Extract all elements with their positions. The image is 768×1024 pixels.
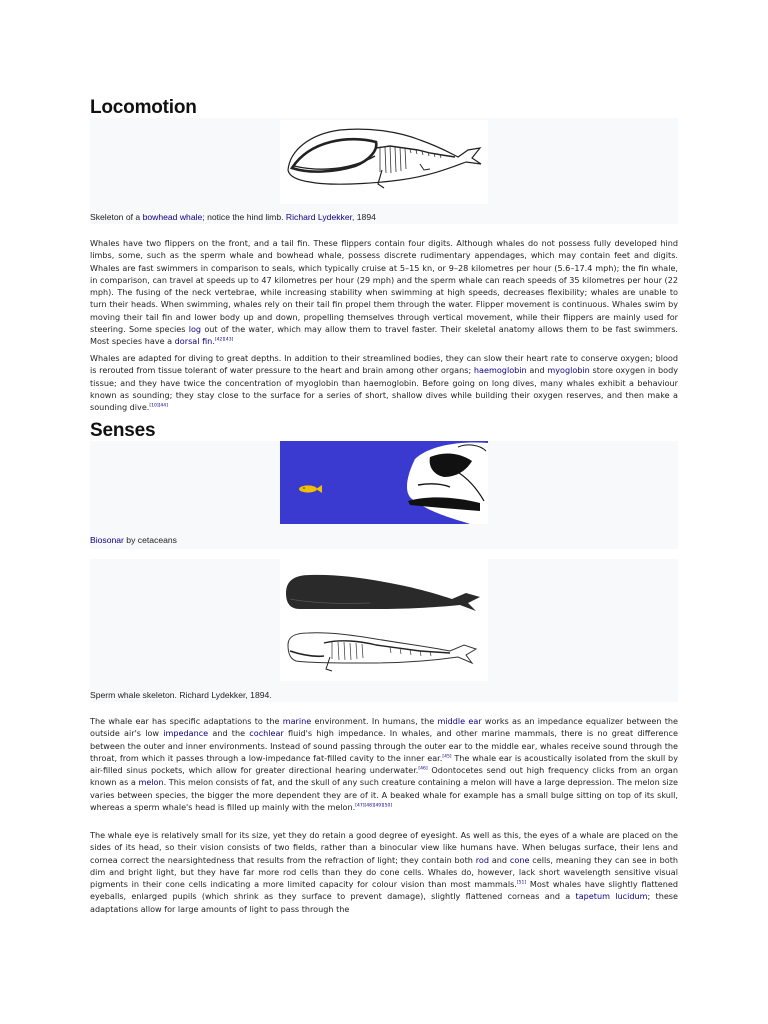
link-rod[interactable]: rod — [475, 854, 490, 865]
paragraph-text: . — [212, 336, 215, 347]
link-impedance[interactable]: impedance — [163, 728, 209, 739]
caption-text: by cetaceans — [123, 535, 177, 545]
link-tapetum-lucidum[interactable]: tapetum lucidum — [575, 891, 648, 902]
paragraph-text: Odontocetes send out high frequency clicks from an organ known as a — [90, 765, 678, 788]
paragraph-text: out of the water, which may allow them to travel faster. Their skeletal anatomy allows them to be fast swimmers. Most species have a — [90, 324, 678, 347]
paragraph-text: and the — [208, 728, 250, 739]
paragraph-text: ; these adaptations allow for large amounts of light to pass through the — [90, 891, 679, 914]
link-melon[interactable]: melon — [138, 777, 164, 788]
paragraph-locomotion-2 — [90, 352, 678, 413]
citation[interactable]: [46] — [418, 766, 428, 772]
paragraph-text: The whale ear is acoustically isolated from the skull by air-filled sinus pockets, which allow for greater directional hearing underwater. — [90, 752, 678, 776]
link-cochlear[interactable]: cochlear — [249, 728, 284, 739]
paragraph-senses-1 — [90, 715, 678, 813]
link-bowhead-whale[interactable]: bowhead whale — [142, 212, 203, 222]
figure-biosonar — [90, 441, 678, 549]
section-heading-locomotion: Locomotion — [90, 97, 197, 118]
paragraph-text: environment. In humans, the — [311, 716, 438, 726]
citation[interactable]: [45] — [442, 754, 452, 760]
figure-caption-sperm-whale: Sperm whale skeleton. Richard Lydekker, 1894. — [90, 690, 272, 700]
figure-caption-biosonar — [90, 535, 177, 545]
link-myoglobin[interactable]: myoglobin — [547, 365, 590, 376]
paragraph-text: Most whales have slightly flattened eyeballs, enlarged pupils (which shrink as they surface to prevent damage), slightly flattened corneas and a — [90, 879, 678, 902]
figure-bowhead-skeleton — [90, 118, 678, 224]
link-richard-lydekker[interactable]: Richard Lydekker — [285, 212, 352, 222]
biosonar-image[interactable] — [280, 441, 488, 524]
paragraph-text: store oxygen in body tissue; and they have twice the concentration of myoglobin than haemoglobin. Before going on long dives, many whales exhibit a behaviour known as sounding; they stay close to the surface for a series of short, shallow dives while building their oxygen reserves, and then make a sounding dive. — [90, 365, 679, 413]
sperm-whale-skeleton-image[interactable] — [280, 559, 488, 681]
caption-text: Skeleton of a — [90, 212, 143, 222]
paragraph-text: . This melon consists of fat, and the skull of any such creature containing a melon will have a large depression. The melon size varies between species, the bigger the more dependent they are of it. A beaked whale for example has a small bulge sitting on top of its skull, whereas a sperm whale's head is filled up mainly with the melon. — [90, 777, 678, 813]
link-dorsal-fin[interactable]: dorsal fin — [174, 336, 213, 347]
citation[interactable]: [47][48][49][50] — [355, 803, 393, 809]
caption-text: ; notice the hind limb. — [202, 212, 286, 222]
paragraph-text: and — [526, 365, 548, 376]
paragraph-text: works as an impedance equalizer between the outside air's low — [90, 716, 679, 739]
paragraph-text: and — [489, 854, 510, 865]
citation[interactable]: [51] — [516, 880, 527, 886]
bowhead-skeleton-image[interactable] — [280, 120, 488, 204]
paragraph-text: cells, meaning they can see in both dim and bright light, but they have far more rod cells than they do cone cells. Whales do, however, lack short wavelength sensitive visual pigments in their cone cells indicating a more limited capacity for colour vision than most mammals. — [90, 854, 679, 890]
paragraph-text: The whale ear has specific adaptations to the — [90, 716, 283, 726]
paragraph-locomotion-1 — [90, 237, 678, 348]
citation[interactable]: [10][44] — [149, 403, 168, 409]
link-biosonar[interactable]: Biosonar — [90, 535, 124, 545]
caption-text: , 1894 — [351, 212, 376, 222]
citation[interactable]: [42][43] — [214, 337, 234, 343]
link-haemoglobin[interactable]: haemoglobin — [473, 365, 527, 376]
paragraph-senses-2 — [90, 829, 678, 915]
figure-sperm-whale-skeleton — [90, 559, 678, 702]
link-middle-ear[interactable]: middle ear — [437, 716, 482, 726]
figure-caption-bowhead — [90, 212, 376, 222]
paragraph-text: The whale eye is relatively small for its size, yet they do retain a good degree of eyesight. As well as this, the eyes of a whale are placed on the sides of its head, so their vision consists of two fields, rather than a binocular view like humans have. When belugas surface, their lens and cornea correct the nearsightedness that results from the refraction of light; they contain both — [90, 830, 678, 865]
paragraph-text: Whales have two flippers on the front, and a tail fin. These flippers contain four digits. Although whales do not possess fully developed hind limbs, some, such as the sperm whale and bowhead whale, possess discrete rudimentary appendages, which may contain feet and digits. Whales are fast swimmers in comparison to seals, which typically cruise at 5–15 kn, or 9–28 kilometres per hour (5.6–17.4 mph); the fin whale, in comparison, can travel at speeds up to 47 kilometres per hour (29 mph) and the sperm whale can reach speeds of 35 kilometres per hour (22 mph). The fusing of the neck vertebrae, while increasing stability when swimming at high speeds, decreases flexibility; whales are unable to turn their heads. When swimming, whales rely on their tail fin propel them through the water. Flipper movement is continuous. Whales swim by moving their tail fin and lower body up and down, propelling themselves through vertical movement, while their flippers are mainly used for steering. Some species — [90, 238, 678, 335]
link-marine[interactable]: marine — [282, 716, 312, 726]
paragraph-text: fluid's high impedance. In whales, and other marine mammals, there is no great difference between the outer and inner environments. Instead of sound passing through the outer ear to the middle ear, whales receive sound through the throat, from which it passes through a low-impedance fat-filled cavity to the inner ear. — [90, 728, 678, 763]
section-heading-senses: Senses — [90, 420, 156, 441]
link-log[interactable]: log — [188, 324, 202, 335]
paragraph-text: Whales are adapted for diving to great depths. In addition to their streamlined bodies, they can slow their heart rate to conserve oxygen; blood is rerouted from tissue tolerant of water pressure to the heart and brain among other organs; — [90, 353, 678, 376]
link-cone[interactable]: cone — [509, 854, 530, 865]
